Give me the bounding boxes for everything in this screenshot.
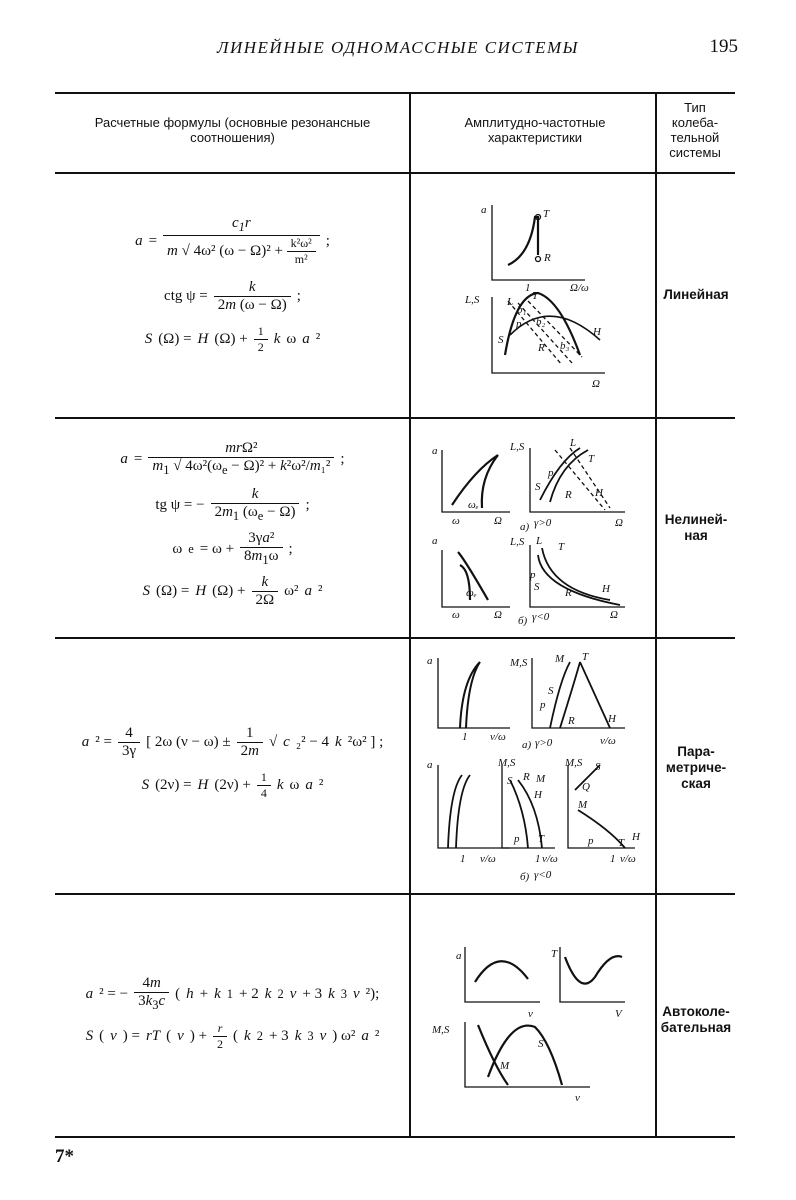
- graph-nl-S2: S: [534, 581, 540, 593]
- graph-linear-label-R2: R: [538, 342, 545, 354]
- graph-par-a2: a: [427, 759, 433, 771]
- graph-par-1d: 1: [610, 853, 616, 865]
- graph-linear-label-R: R: [544, 252, 551, 264]
- graph-parametric: [410, 640, 655, 892]
- signature-mark: 7*: [55, 1146, 74, 1167]
- header-bottom-rule: [55, 172, 735, 174]
- formula-block-linear: [60, 215, 405, 355]
- graph-nl-Omega2: Ω: [615, 517, 623, 529]
- graph-par-p3: p: [588, 835, 594, 847]
- graph-nl-H1: H: [595, 487, 603, 499]
- graph-nl-p1: p: [548, 467, 554, 479]
- graph-so-v1: v: [528, 1008, 533, 1020]
- graph-par-T2: T: [538, 833, 545, 845]
- graph-linear-label-1: 1: [525, 282, 531, 294]
- formula-linear-1: a = $c_1r$ m √ 4ω² (ω − Ω)² + $\frac{\text{k²ω²}}{\text{m²}}$ ;: [135, 215, 330, 266]
- graph-nl-L2: L: [536, 535, 543, 547]
- graph-nl-case-b: б): [518, 615, 528, 627]
- graph-par-case-b: б): [520, 871, 530, 883]
- graph-nl-T1: T: [588, 453, 595, 465]
- graph-par-p2: p: [514, 833, 520, 845]
- formula-linear-2: ctg ψ = $\frac{k}{2m (\omega - \Omega)}$ ;: [164, 279, 301, 313]
- graph-nl-a2: a: [432, 535, 438, 547]
- graph-so-S: S: [538, 1038, 544, 1050]
- graph-par-MS1: M,S: [510, 657, 528, 669]
- graph-par-S1: S: [548, 685, 554, 697]
- graph-par-H2: H: [534, 789, 542, 801]
- graph-par-1c: 1: [535, 853, 541, 865]
- graph-nl-H2: H: [602, 583, 610, 595]
- graph-par-R2: R: [523, 771, 530, 783]
- graph-par-case-a: а): [522, 739, 532, 751]
- graph-par-M1: M: [555, 653, 565, 665]
- graph-par-gamma-neg: γ<0: [534, 869, 552, 881]
- graph-par-MS2: M,S: [498, 757, 516, 769]
- row-divider-1: [55, 417, 735, 419]
- graph-linear-label-b1: b₁: [517, 304, 527, 316]
- graph-self-oscillating: [410, 897, 655, 1134]
- graph-nl-T2: T: [558, 541, 565, 553]
- formula-nonlinear-4: S (Ω) = H (Ω) + $\frac{k}{2\Omega}$ ω² a ²: [142, 574, 323, 608]
- graph-par-1: 1: [462, 731, 468, 743]
- graph-so-V: V: [615, 1008, 622, 1020]
- graph-par-nu2: ν/ω: [600, 735, 616, 747]
- graph-linear-label-p: p: [516, 318, 522, 330]
- formula-selfosc-1: a ² = − $\frac{4m}{3k_3c}$ ( h + k 1 + 2 k 2 v + 3 k 3 v ²);: [85, 975, 380, 1012]
- graph-so-v2: v: [575, 1092, 580, 1104]
- graph-par-H1: H: [608, 713, 616, 725]
- graph-linear-label-b2: b₂: [536, 316, 546, 328]
- graph-linear-label-b3: b₃: [560, 340, 570, 352]
- graph-par-nu5: ν/ω: [620, 853, 636, 865]
- graph-nl-w1: ω: [452, 515, 460, 527]
- graph-linear-label-S: S: [498, 334, 504, 346]
- col-divider-2: [655, 92, 657, 1138]
- graph-nl-Omega1: Ω: [494, 515, 502, 527]
- formula-nonlinear-2: tg ψ = − $\frac{k}{2m_1 (\omega_e - \Omega)}$ ;: [155, 486, 310, 523]
- graph-so-MS: M,S: [432, 1024, 450, 1036]
- row-divider-2: [55, 637, 735, 639]
- graph-par-nu1: ν/ω: [490, 731, 506, 743]
- graph-nl-gamma-pos: γ>0: [534, 517, 552, 529]
- formula-nonlinear-1: a = $\frac{\text{mrΩ²}}{m_1 √ 4\omega^2(\omega_e - \Omega)^2 + k^2\omega^2/m_1^2}$ ;: [120, 440, 345, 477]
- graph-nl-a1: a: [432, 445, 438, 457]
- graph-par-H3: H: [632, 831, 640, 843]
- col2-header: Амплитудно-частотные характеристики: [464, 115, 606, 145]
- graph-nl-we2: ωₑ: [466, 587, 477, 599]
- graph-nl-gamma-neg: γ<0: [532, 611, 550, 623]
- graph-linear-label-a: a: [481, 204, 487, 216]
- formula-linear-3: S (Ω) = H (Ω) + $\frac{1}{2}$ k ω a ²: [144, 324, 321, 354]
- graph-nl-LS2: L,S: [510, 536, 525, 548]
- graph-par-nu3: ν/ω: [480, 853, 496, 865]
- graph-linear-label-T: T: [543, 208, 550, 220]
- page-number: 195: [709, 36, 738, 57]
- graph-par-MS3: M,S: [565, 757, 583, 769]
- graph-linear: [410, 175, 655, 415]
- graph-par-gamma-pos: γ>0: [535, 737, 553, 749]
- graph-linear-label-H: H: [593, 326, 601, 338]
- graph-nl-R1: R: [565, 489, 572, 501]
- table-bottom-rule: [55, 1136, 735, 1138]
- formula-selfosc-2: S ( v ) = rT ( v ) + $\frac{r}{2}$ ( k 2 + 3 k 3 v ) ω² a ²: [85, 1021, 380, 1051]
- graph-nl-w2: ω: [452, 609, 460, 621]
- formula-block-nonlinear: [60, 440, 405, 609]
- graph-so-a: a: [456, 950, 462, 962]
- formula-parametric-1: a ² = $\frac{4}{3\gamma}$ [ 2ω (ν − ω) ± $\frac{1}{2m}$ √ c ₂² − 4 k ²ω² ] ;: [81, 725, 384, 759]
- graph-nl-R2: R: [565, 587, 572, 599]
- graph-linear-label-omega-ratio: Ω/ω: [570, 282, 589, 294]
- graph-par-p1: p: [540, 699, 546, 711]
- graph-nl-Omega4: Ω: [610, 609, 618, 621]
- graph-nl-we1: ωₑ: [468, 499, 479, 511]
- graph-par-S3: S: [595, 761, 601, 773]
- graph-linear-label-LS: L,S: [465, 294, 480, 306]
- graph-linear-label-L: L: [507, 296, 514, 308]
- graph-nonlinear: [410, 420, 655, 635]
- graph-nl-case-a: а): [520, 521, 530, 533]
- graph-linear-label-Omega: Ω: [592, 378, 600, 390]
- type-self-oscillating: Автоколе-бательная: [660, 1004, 732, 1035]
- type-linear: Линейная: [663, 287, 729, 302]
- graph-par-T1: T: [582, 651, 589, 663]
- graph-linear-label-T2: T: [532, 290, 539, 302]
- graph-par-T3: T: [618, 837, 625, 849]
- graph-par-M2: M: [536, 773, 546, 785]
- col3-header: Тип колеба-тельной системы: [669, 100, 721, 160]
- col1-header: Расчетные формулы (основные резонансные соотношения): [94, 115, 371, 145]
- graph-so-M: M: [500, 1060, 510, 1072]
- graph-nl-LS1: L,S: [510, 441, 525, 453]
- graph-par-a1: a: [427, 655, 433, 667]
- table-top-rule: [55, 92, 735, 94]
- type-nonlinear: Нелиней-ная: [664, 512, 728, 543]
- graph-par-nu4: ν/ω: [542, 853, 558, 865]
- graph-so-T: T: [551, 948, 558, 960]
- graph-nl-L1: L: [570, 437, 577, 449]
- graph-par-R1: R: [568, 715, 575, 727]
- graph-nl-S1: S: [535, 481, 541, 493]
- graph-par-S2: S: [507, 775, 513, 787]
- graph-nl-p2: p: [530, 569, 536, 581]
- row-divider-3: [55, 893, 735, 895]
- type-parametric: Пара-метриче-ская: [665, 744, 727, 791]
- graph-par-Q3: Q: [582, 781, 590, 793]
- formula-block-self-oscillating: [60, 975, 405, 1052]
- graph-par-1b: 1: [460, 853, 466, 865]
- formula-nonlinear-3: ω e = ω + $\frac{\text{3γa²}}{8m_1\omega}$ ;: [172, 530, 293, 567]
- running-title: ЛИНЕЙНЫЕ ОДНОМАССНЫЕ СИСТЕМЫ: [216, 38, 579, 57]
- graph-par-M3: M: [578, 799, 588, 811]
- formula-block-parametric: [60, 725, 405, 801]
- formula-parametric-2: S (2ν) = H (2ν) + $\frac{1}{4}$ k ω a ²: [141, 770, 324, 800]
- graph-nl-Omega3: Ω: [494, 609, 502, 621]
